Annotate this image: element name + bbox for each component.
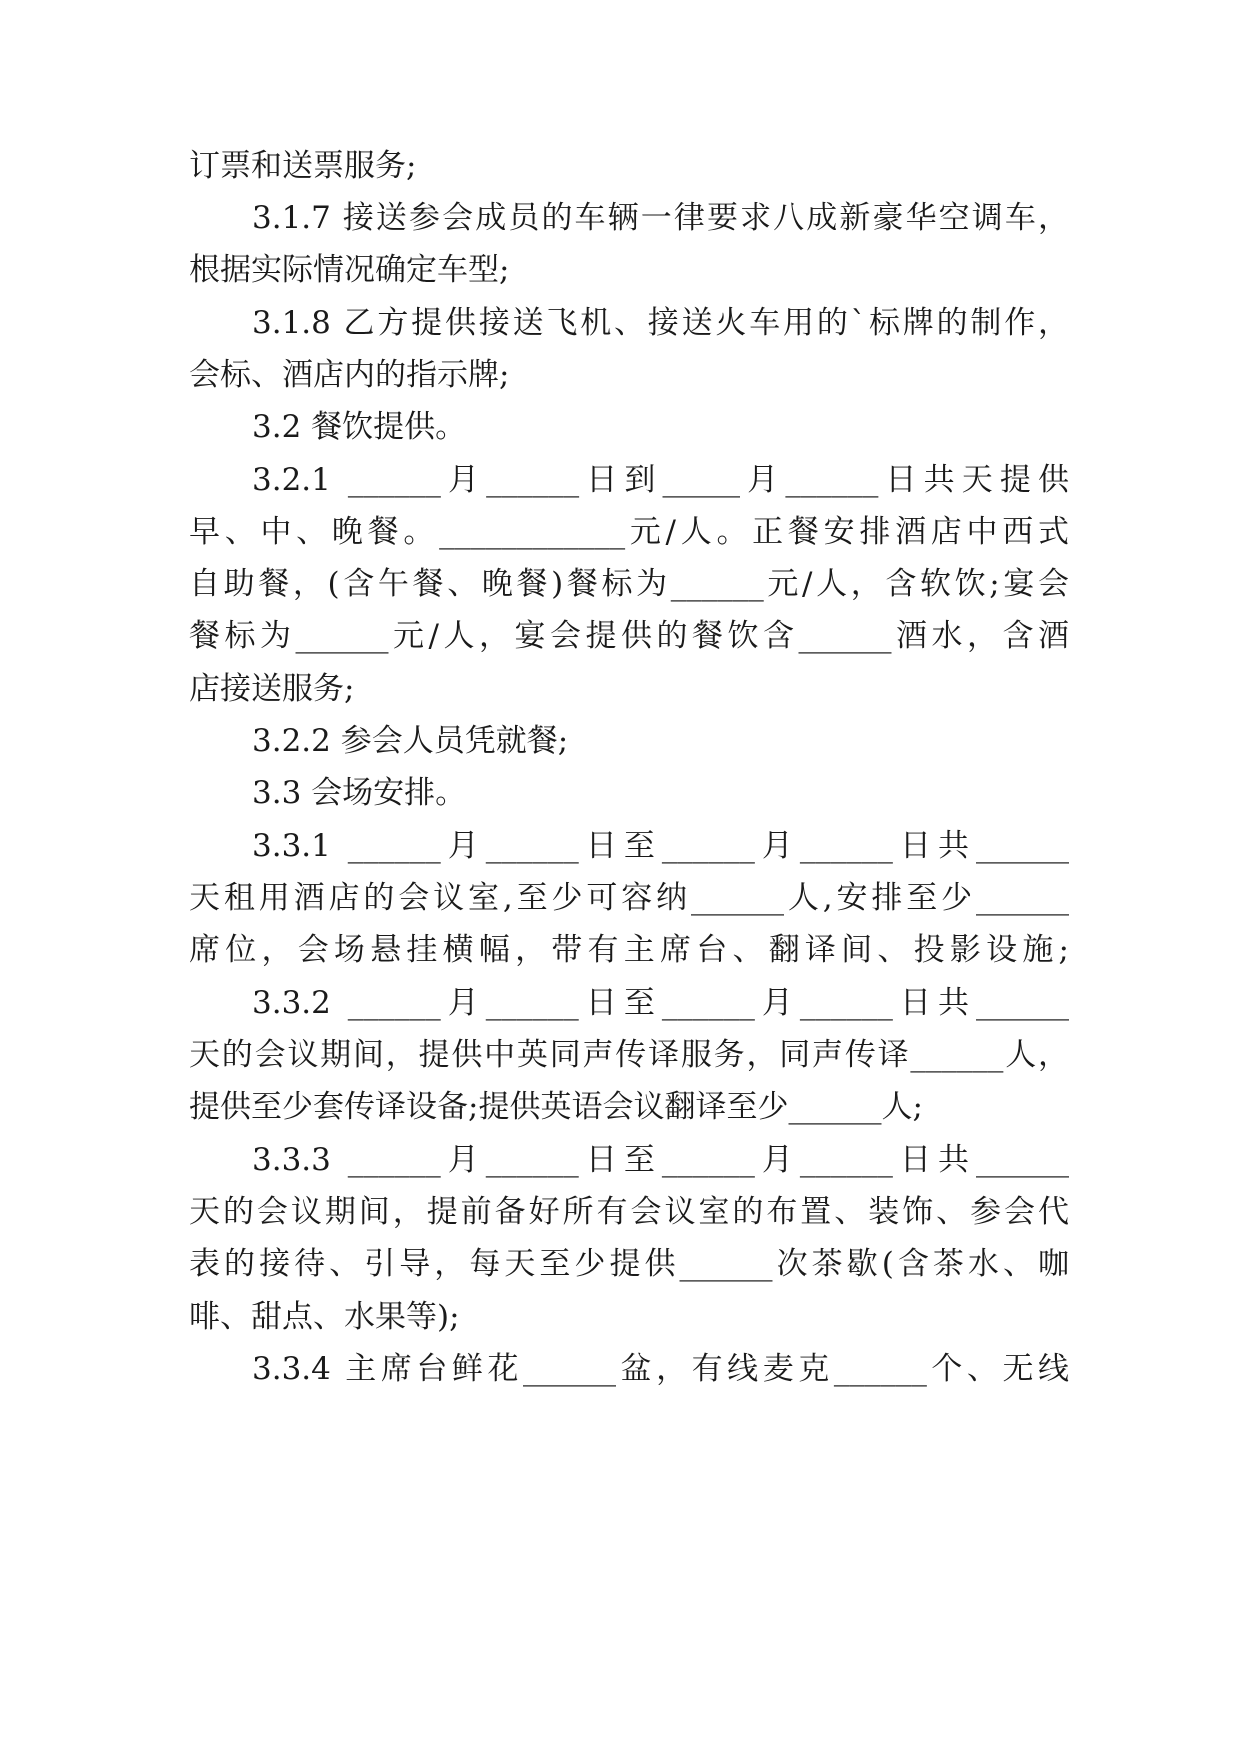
clause-3-2-1: 3.2.1 ______月______日到_____月______日共天提供 [252,462,1069,498]
clause-3-3-1: 3.3.1 ______月______日至______月______日共______ [252,828,1069,864]
clause-3-3-4: 3.3.4 主席台鲜花______盆，有线麦克______个、无线 [252,1351,1069,1387]
clause-3-3-3: 3.3.3 ______月______日至______月______日共______ [252,1142,1069,1178]
text-line: 天的会议期间，提供中英同声传译服务，同声传译______人， [189,1037,1069,1073]
text-line: 天的会议期间，提前备好所有会议室的布置、装饰、参会代 [189,1194,1069,1230]
clause-3-1-8: 3.1.8 乙方提供接送飞机、接送火车用的`标牌的制作， [252,305,1069,341]
text-line: 表的接待、引导，每天至少提供______次茶歇(含茶水、咖 [189,1246,1069,1282]
text-line: 店接送服务; [189,671,355,707]
clause-3-3-2: 3.3.2 ______月______日至______月______日共______ [252,985,1069,1021]
section-3-2-heading: 3.2 餐饮提供。 [252,409,467,445]
text-line: 早、中、晚餐。____________元/人。正餐安排酒店中西式 [189,514,1069,550]
text-line: 提供至少套传译设备;提供英语会议翻译至少______人; [189,1089,923,1125]
section-3-3-heading: 3.3 会场安排。 [252,775,467,811]
clause-3-1-7: 3.1.7 接送参会成员的车辆一律要求八成新豪华空调车， [252,200,1069,236]
text-line: 餐标为______元/人，宴会提供的餐饮含______酒水，含酒 [189,618,1069,654]
text-line: 啡、甜点、水果等); [189,1299,460,1335]
text-line: 会标、酒店内的指示牌; [189,357,510,393]
clause-3-2-2: 3.2.2 参会人员凭就餐; [252,723,569,759]
text-line: 席位，会场悬挂横幅，带有主席台、翻译间、投影设施; [189,932,1069,968]
text-line: 天租用酒店的会议室,至少可容纳______人,安排至少______ [189,880,1069,916]
text-line: 订票和送票服务; [189,148,417,184]
text-line: 自助餐，(含午餐、晚餐)餐标为______元/人，含软饮;宴会 [189,566,1069,602]
text-line: 根据实际情况确定车型; [189,252,510,288]
